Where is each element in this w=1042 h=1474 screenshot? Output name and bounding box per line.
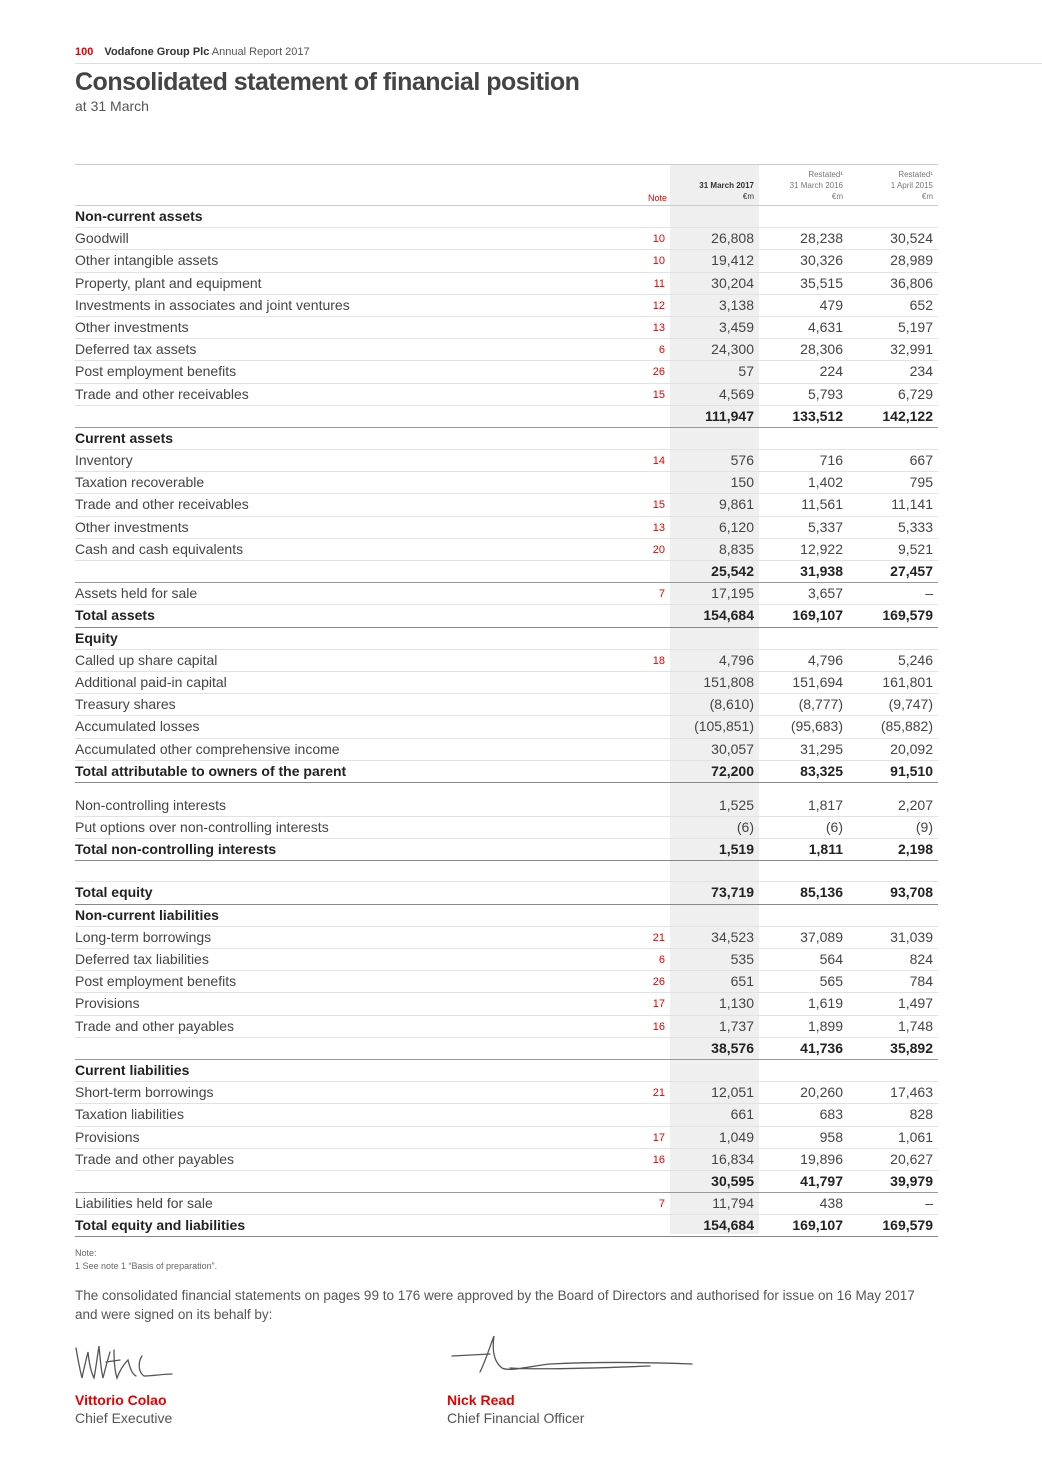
row-value-v2: 1,619 — [807, 995, 843, 1012]
row-value-v3: 1,061 — [897, 1128, 933, 1145]
row-value-v1: 3,459 — [718, 318, 754, 335]
table-row — [75, 817, 938, 839]
header-col-2015 — [848, 169, 933, 202]
row-value-v1: 154,684 — [703, 1217, 754, 1234]
row-value-v3: (9,747) — [888, 696, 933, 713]
row-label: Deferred tax liabilities — [75, 951, 209, 967]
row-value-v3: 28,989 — [890, 252, 933, 269]
signatory-colao-name: Vittorio Colao — [75, 1392, 167, 1408]
row-value-v1: 24,300 — [711, 341, 754, 358]
row-value-v2: 28,306 — [800, 341, 843, 358]
row-value-v1: (105,851) — [694, 718, 754, 735]
row-value-v2: 151,694 — [792, 673, 843, 690]
row-label: Assets held for sale — [75, 585, 198, 602]
row-label: Property, plant and equipment — [75, 274, 262, 291]
row-value-v3: (85,882) — [880, 718, 933, 735]
row-value-v1: 151,808 — [703, 673, 754, 690]
row-note-ref: 26 — [652, 366, 665, 379]
row-note-ref: 15 — [652, 388, 665, 401]
row-value-v3: 5,197 — [897, 318, 933, 335]
row-value-v1: 4,796 — [718, 651, 754, 668]
row-label: Trade and other receivables — [75, 496, 249, 513]
row-value-v2: 1,402 — [807, 474, 843, 491]
row-value-v3: 828 — [909, 1106, 933, 1123]
spacer-row — [75, 861, 938, 882]
financial-position-table — [75, 164, 938, 1237]
footnote-1: 1 See note 1 “Basis of preparation”. — [75, 1261, 218, 1271]
subtotal-row — [75, 561, 938, 583]
row-value-v3: 30,524 — [890, 230, 933, 247]
row-value-v1: 17,195 — [711, 585, 754, 602]
row-value-v1: 9,861 — [718, 496, 754, 513]
row-value-v2: 5,793 — [807, 385, 843, 402]
row-value-v2: 41,797 — [800, 1172, 843, 1189]
row-label: Cash and cash equivalents — [75, 540, 244, 557]
header-col-2016 — [758, 169, 843, 202]
row-note-ref: 16 — [652, 1153, 665, 1166]
row-value-v2: 37,089 — [800, 928, 843, 945]
row-value-v2: 1,811 — [808, 841, 843, 858]
subtotal-row — [75, 1171, 938, 1193]
row-value-v1: 38,576 — [711, 1039, 754, 1056]
row-value-v1: 576 — [730, 452, 754, 469]
row-note-ref: 7 — [658, 588, 665, 601]
table-row — [75, 494, 938, 516]
row-label: Called up share capital — [75, 651, 218, 668]
subtotal-row — [75, 406, 938, 428]
row-value-v2: 11,561 — [801, 496, 843, 513]
row-value-v1: 72,200 — [711, 762, 754, 779]
row-value-v3: 91,510 — [890, 762, 933, 779]
row-value-v3: 20,627 — [890, 1150, 933, 1167]
row-value-v3: 36,806 — [890, 274, 933, 291]
row-label: Total non-controlling interests — [75, 841, 277, 858]
row-value-v1: 4,569 — [718, 385, 754, 402]
row-note-ref: 17 — [652, 1131, 665, 1144]
row-note-ref: 11 — [653, 277, 665, 290]
row-value-v3: 39,979 — [890, 1172, 933, 1189]
table-row — [75, 716, 938, 738]
row-value-v2: 83,325 — [800, 762, 843, 779]
total-row — [75, 839, 938, 861]
subtotal-row — [75, 1038, 938, 1060]
row-value-v1: 30,595 — [711, 1172, 754, 1189]
header-note: Note — [648, 193, 668, 203]
row-value-v3: (9) — [915, 819, 933, 836]
row-value-v1: 3,138 — [718, 296, 754, 313]
row-value-v2: (95,683) — [790, 718, 843, 735]
row-value-v2: 1,899 — [807, 1017, 843, 1034]
row-value-v3: 1,497 — [897, 995, 933, 1012]
table-row — [75, 1127, 938, 1149]
table-row — [75, 273, 938, 295]
row-value-v3: 1,748 — [897, 1017, 933, 1034]
row-value-v3: 795 — [909, 474, 933, 491]
row-value-v3: 142,122 — [882, 407, 933, 424]
row-value-v1: 73,719 — [711, 884, 754, 901]
signatory-colao-role: Chief Executive — [75, 1410, 173, 1426]
row-value-v2: (8,777) — [798, 696, 843, 713]
row-value-v3: 6,729 — [897, 385, 933, 402]
row-value-v2: 438 — [819, 1195, 843, 1212]
row-value-v3: 27,457 — [890, 563, 933, 579]
row-value-v1: 8,835 — [718, 540, 754, 557]
row-label: Trade and other payables — [75, 1150, 235, 1167]
table-row — [75, 361, 938, 383]
row-value-v3: 35,892 — [890, 1039, 933, 1056]
row-note-ref: 13 — [652, 521, 665, 534]
row-label: Inventory — [75, 452, 133, 469]
row-label: Total equity and liabilities — [75, 1217, 246, 1234]
header-col-2016-unit: €m — [831, 192, 843, 201]
row-value-v1: 25,542 — [711, 563, 754, 579]
row-label: Provisions — [75, 1128, 140, 1145]
table-row — [75, 694, 938, 716]
signatory-colao — [75, 1392, 172, 1426]
table-row — [75, 517, 938, 539]
page-subtitle: at 31 March — [75, 98, 149, 114]
row-label: Total equity — [75, 884, 153, 901]
row-value-v3: 2,198 — [897, 841, 933, 858]
row-value-v2: 224 — [819, 363, 843, 380]
table-row — [75, 1082, 938, 1104]
table-row — [75, 450, 938, 472]
row-value-v2: 12,922 — [800, 540, 843, 557]
row-value-v1: 1,525 — [718, 796, 754, 813]
row-note-ref: 10 — [652, 255, 665, 268]
company-name: Vodafone Group Plc — [104, 46, 210, 58]
table-row — [75, 228, 938, 250]
header-divider — [75, 63, 1042, 64]
row-value-v3: 667 — [909, 452, 933, 469]
row-note-ref: 6 — [658, 344, 665, 357]
row-value-v1: 26,808 — [711, 230, 754, 247]
header-col-2015-unit: €m — [921, 192, 933, 201]
row-label: Accumulated other comprehensive income — [75, 740, 340, 757]
row-label: Other investments — [75, 318, 189, 335]
table-row — [75, 539, 938, 561]
row-value-v2: 85,136 — [800, 884, 843, 901]
row-note-ref: 20 — [652, 543, 665, 556]
row-label: Total attributable to owners of the parent — [75, 762, 347, 779]
header-col-2015-line1: Restated¹ — [898, 170, 933, 179]
row-value-v2: 5,337 — [807, 518, 843, 535]
row-value-v2: 28,238 — [800, 230, 843, 247]
row-note-ref: 14 — [652, 455, 665, 468]
row-label: Current assets — [75, 429, 174, 446]
row-label: Investments in associates and joint ventures — [75, 296, 350, 313]
row-label: Trade and other payables — [75, 1017, 235, 1034]
row-value-v1: 57 — [738, 363, 754, 380]
row-value-v3: 20,092 — [890, 740, 933, 757]
row-note-ref: 7 — [658, 1198, 665, 1211]
table-row — [75, 949, 938, 971]
table-row — [75, 250, 938, 272]
row-label: Goodwill — [75, 230, 129, 247]
row-label: Accumulated losses — [75, 718, 200, 735]
table-row — [75, 971, 938, 993]
row-label: Post employment benefits — [75, 363, 237, 380]
row-note-ref: 21 — [652, 931, 665, 944]
section-heading — [75, 905, 938, 927]
row-value-v2: 35,515 — [800, 274, 843, 291]
row-note-ref: 12 — [652, 299, 665, 312]
row-value-v1: 30,057 — [711, 740, 754, 757]
total-row — [75, 761, 938, 783]
page-header — [75, 46, 310, 58]
row-label: Non-current liabilities — [75, 906, 219, 923]
row-label: Other intangible assets — [75, 252, 219, 269]
row-label: Deferred tax assets — [75, 341, 197, 358]
row-label: Equity — [75, 629, 118, 646]
row-value-v2: (6) — [825, 819, 843, 836]
report-name: Annual Report 2017 — [211, 46, 310, 58]
row-label: Non-current assets — [75, 208, 203, 224]
row-value-v3: 17,463 — [890, 1084, 933, 1101]
row-value-v3: 11,141 — [891, 496, 933, 513]
row-value-v2: 958 — [819, 1128, 843, 1145]
table-row — [75, 384, 938, 406]
signatory-read-role: Chief Financial Officer — [447, 1410, 585, 1426]
table-row — [75, 317, 938, 339]
row-label: Total assets — [75, 607, 155, 624]
signatory-read-name: Nick Read — [447, 1392, 515, 1408]
row-value-v3: 2,207 — [897, 796, 933, 813]
row-value-v1: 6,120 — [718, 518, 754, 535]
row-label: Post employment benefits — [75, 973, 237, 990]
row-value-v2: 31,938 — [800, 563, 843, 579]
row-note-ref: 10 — [652, 233, 665, 246]
row-value-v3: 169,579 — [882, 607, 933, 624]
page-number: 100 — [75, 46, 94, 58]
row-value-v2: 3,657 — [807, 585, 843, 602]
row-note-ref: 17 — [652, 998, 665, 1011]
footnote-heading: Note: — [75, 1248, 97, 1258]
row-value-v2: 133,512 — [792, 407, 843, 424]
row-value-v1: 1,049 — [718, 1128, 754, 1145]
section-heading — [75, 206, 938, 228]
row-value-v1: 1,519 — [718, 841, 754, 858]
row-value-v3: – — [925, 585, 933, 602]
table-row — [75, 472, 938, 494]
row-value-v2: 565 — [819, 973, 843, 990]
header-col-2016-line1: Restated¹ — [808, 170, 843, 179]
row-label: Taxation recoverable — [75, 474, 205, 491]
table-row — [75, 927, 938, 949]
row-value-v1: 661 — [730, 1106, 754, 1123]
row-value-v1: (6) — [736, 819, 754, 836]
total-row — [75, 1215, 938, 1237]
row-value-v3: 652 — [909, 296, 933, 313]
row-value-v1: 30,204 — [711, 274, 754, 291]
row-value-v2: 41,736 — [800, 1039, 843, 1056]
row-value-v2: 4,631 — [807, 318, 843, 335]
row-value-v1: 651 — [730, 973, 754, 990]
header-col-2017 — [669, 180, 754, 202]
signature-colao-image — [72, 1340, 182, 1385]
table-row — [75, 795, 938, 817]
row-note-ref: 13 — [652, 321, 665, 334]
row-value-v3: 161,801 — [882, 673, 933, 690]
row-label: Non-controlling interests — [75, 796, 226, 813]
row-value-v1: 34,523 — [711, 928, 754, 945]
row-value-v1: 11,794 — [712, 1195, 754, 1212]
row-value-v3: 5,333 — [897, 518, 933, 535]
total-row — [75, 882, 938, 904]
row-value-v3: 169,579 — [882, 1217, 933, 1234]
row-label: Treasury shares — [75, 696, 176, 713]
row-value-v3: 31,039 — [890, 928, 933, 945]
row-label: Trade and other receivables — [75, 385, 249, 402]
row-value-v2: 19,896 — [800, 1150, 843, 1167]
table-header — [75, 165, 938, 206]
header-col-2015-line2: 1 April 2015 — [890, 181, 933, 190]
total-row — [75, 605, 938, 627]
row-value-v2: 31,295 — [800, 740, 843, 757]
row-value-v2: 20,260 — [800, 1084, 843, 1101]
row-note-ref: 16 — [652, 1020, 665, 1033]
row-label: Liabilities held for sale — [75, 1195, 213, 1212]
table-row — [75, 583, 938, 605]
row-value-v2: 683 — [819, 1106, 843, 1123]
row-value-v2: 479 — [819, 296, 843, 313]
signatory-read — [447, 1392, 584, 1426]
table-row — [75, 1104, 938, 1126]
table-row — [75, 1149, 938, 1171]
row-value-v3: – — [925, 1195, 933, 1212]
row-value-v3: 5,246 — [897, 651, 933, 668]
row-note-ref: 26 — [652, 976, 665, 989]
row-value-v1: 154,684 — [703, 607, 754, 624]
row-value-v1: 1,737 — [718, 1017, 754, 1034]
row-value-v1: 16,834 — [711, 1150, 754, 1167]
table-body — [75, 206, 938, 1237]
section-heading — [75, 628, 938, 650]
row-label: Other investments — [75, 518, 189, 535]
page-title: Consolidated statement of financial position — [75, 68, 580, 96]
row-value-v3: 32,991 — [890, 341, 933, 358]
row-value-v1: 535 — [730, 951, 754, 967]
row-label: Long-term borrowings — [75, 928, 212, 945]
approval-statement: The consolidated financial statements on pages 99 to 176 were approved by the Board of Directors and authorised for issue on 16 May 2017 and were signed on its behalf by: — [75, 1288, 915, 1322]
row-label: Additional paid-in capital — [75, 673, 227, 690]
section-heading — [75, 1060, 938, 1082]
row-label: Short-term borrowings — [75, 1084, 214, 1101]
table-row — [75, 672, 938, 694]
row-label: Taxation liabilities — [75, 1106, 184, 1123]
header-col-2017-unit: €m — [742, 192, 754, 201]
row-value-v3: 784 — [909, 973, 933, 990]
table-row — [75, 739, 938, 761]
row-note-ref: 6 — [658, 954, 665, 966]
table-row — [75, 650, 938, 672]
row-value-v1: 1,130 — [718, 995, 754, 1012]
section-heading — [75, 428, 938, 450]
signature-read-image — [450, 1332, 700, 1382]
row-value-v3: 234 — [909, 363, 933, 380]
row-value-v2: 169,107 — [792, 1217, 843, 1234]
row-label: Provisions — [75, 995, 140, 1012]
row-label: Current liabilities — [75, 1061, 190, 1078]
row-value-v2: 169,107 — [792, 607, 843, 624]
header-col-2017-line2: 31 March 2017 — [699, 181, 754, 190]
row-value-v3: 9,521 — [897, 540, 933, 557]
table-row — [75, 295, 938, 317]
row-value-v3: 824 — [909, 951, 933, 967]
table-row — [75, 1016, 938, 1038]
row-value-v1: 19,412 — [711, 252, 754, 269]
row-note-ref: 21 — [652, 1087, 665, 1100]
table-row — [75, 339, 938, 361]
row-value-v1: (8,610) — [709, 696, 754, 713]
spacer-row — [75, 783, 938, 795]
table-row — [75, 993, 938, 1015]
footnotes — [75, 1247, 217, 1273]
row-value-v2: 1,817 — [807, 796, 843, 813]
row-value-v1: 111,947 — [704, 407, 754, 424]
header-col-2016-line2: 31 March 2016 — [789, 181, 843, 190]
row-value-v2: 30,326 — [800, 252, 843, 269]
row-value-v1: 12,051 — [711, 1084, 754, 1101]
row-note-ref: 18 — [652, 654, 665, 667]
table-row — [75, 1193, 938, 1215]
row-value-v2: 564 — [819, 951, 843, 967]
row-note-ref: 15 — [652, 499, 665, 512]
row-value-v2: 4,796 — [807, 651, 843, 668]
row-label: Put options over non-controlling interests — [75, 819, 329, 836]
row-value-v1: 150 — [730, 474, 754, 491]
row-value-v2: 716 — [819, 452, 843, 469]
row-value-v3: 93,708 — [890, 884, 933, 901]
